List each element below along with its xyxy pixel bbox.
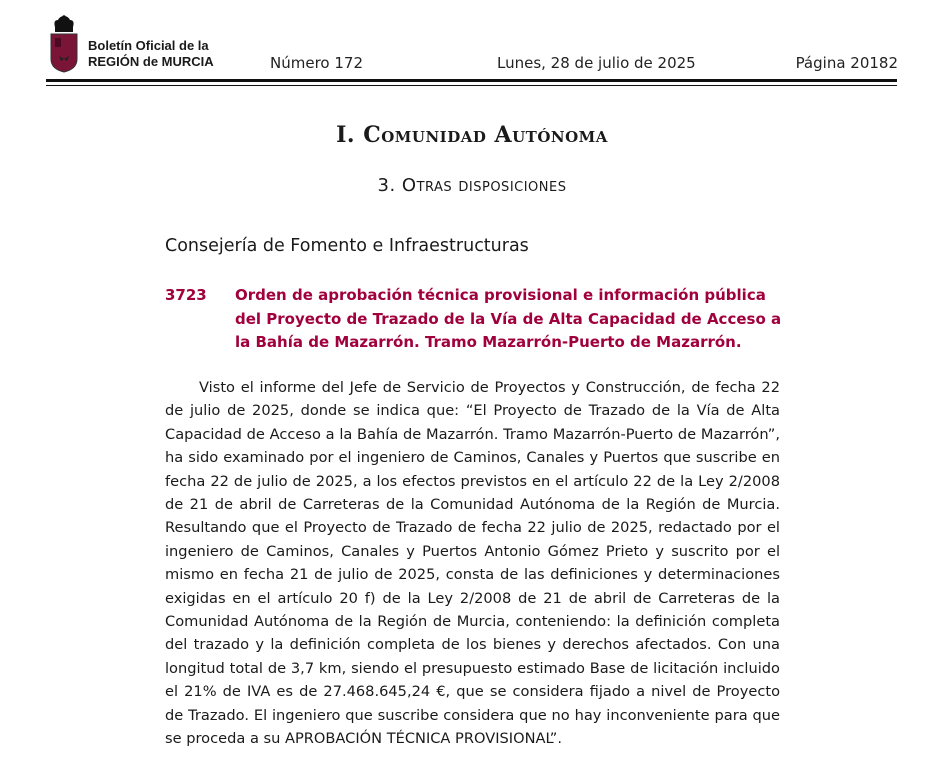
issue-number: Número 172 xyxy=(270,54,363,72)
order-number: 3723 xyxy=(165,286,207,304)
page-number: Página 20182 xyxy=(795,54,898,72)
header-rule-thin xyxy=(46,85,897,86)
page-header xyxy=(0,0,944,90)
document-body xyxy=(165,376,780,751)
brand-line-2: REGIÓN de MURCIA xyxy=(88,54,214,69)
order-title: Orden de aprobación técnica provisional e información pública del Proyecto de Trazado de la Vía de Alta Capacidad de Acceso a la Bahía de Mazarrón. Tramo Mazarrón-Puerto de Mazarrón. xyxy=(235,286,782,351)
issue-date: Lunes, 28 de julio de 2025 xyxy=(497,54,696,72)
section-title: I. Comunidad Autónoma xyxy=(336,122,608,148)
body-paragraph: Visto el informe del Jefe de Servicio de Proyectos y Construcción, de fecha 22 de julio de 2025, donde se indica que: “El Proyecto de Trazado de la Vía de Alta Capacidad de Acceso a la Bahía de Mazarrón. Tramo Mazarrón-Puerto de Mazarrón”, ha sido examinado por el ingeniero de Caminos, Canales y Puertos que suscribe en fecha 22 de julio de 2025, a los efectos previstos en el artículo 22 de la Ley 2/2008 de 21 de abril de Carreteras de la Comunidad Autónoma de la Región de Murcia. Resultando que el Proyecto de Trazado de fecha 22 julio de 2025, redactado por el ingeniero de Caminos, Canales y Puertos Antonio Gómez Prieto y suscrito por el mismo en fecha 21 de julio de 2025, consta de las definiciones y determinaciones exigidas en el artículo 20 f) de la Ley 2/2008 de 21 de abril de Carreteras de la Comunidad Autónoma de la Región de Murcia, conteniendo: la definición completa del trazado y la definición completa de los bienes y derechos afectados. Con una longitud total de 3,7 km, siendo el presupuesto estimado Base de licitación incluido el 21% de IVA es de 27.468.645,24 €, que se considera fijado a nivel de Proyecto de Trazado. El ingeniero que suscribe considera que no hay inconveniente para que se proceda a su APROBACIÓN TÉCNICA PROVISIONAL”. xyxy=(165,379,780,748)
subsection-title: 3. Otras disposiciones xyxy=(377,175,567,196)
brand-name xyxy=(88,38,214,70)
brand-line-1: Boletín Oficial de la xyxy=(88,38,209,53)
header-rule-thick xyxy=(46,79,897,82)
ministry-name: Consejería de Fomento e Infraestructuras xyxy=(165,236,529,256)
coat-of-arms-icon xyxy=(49,15,79,73)
